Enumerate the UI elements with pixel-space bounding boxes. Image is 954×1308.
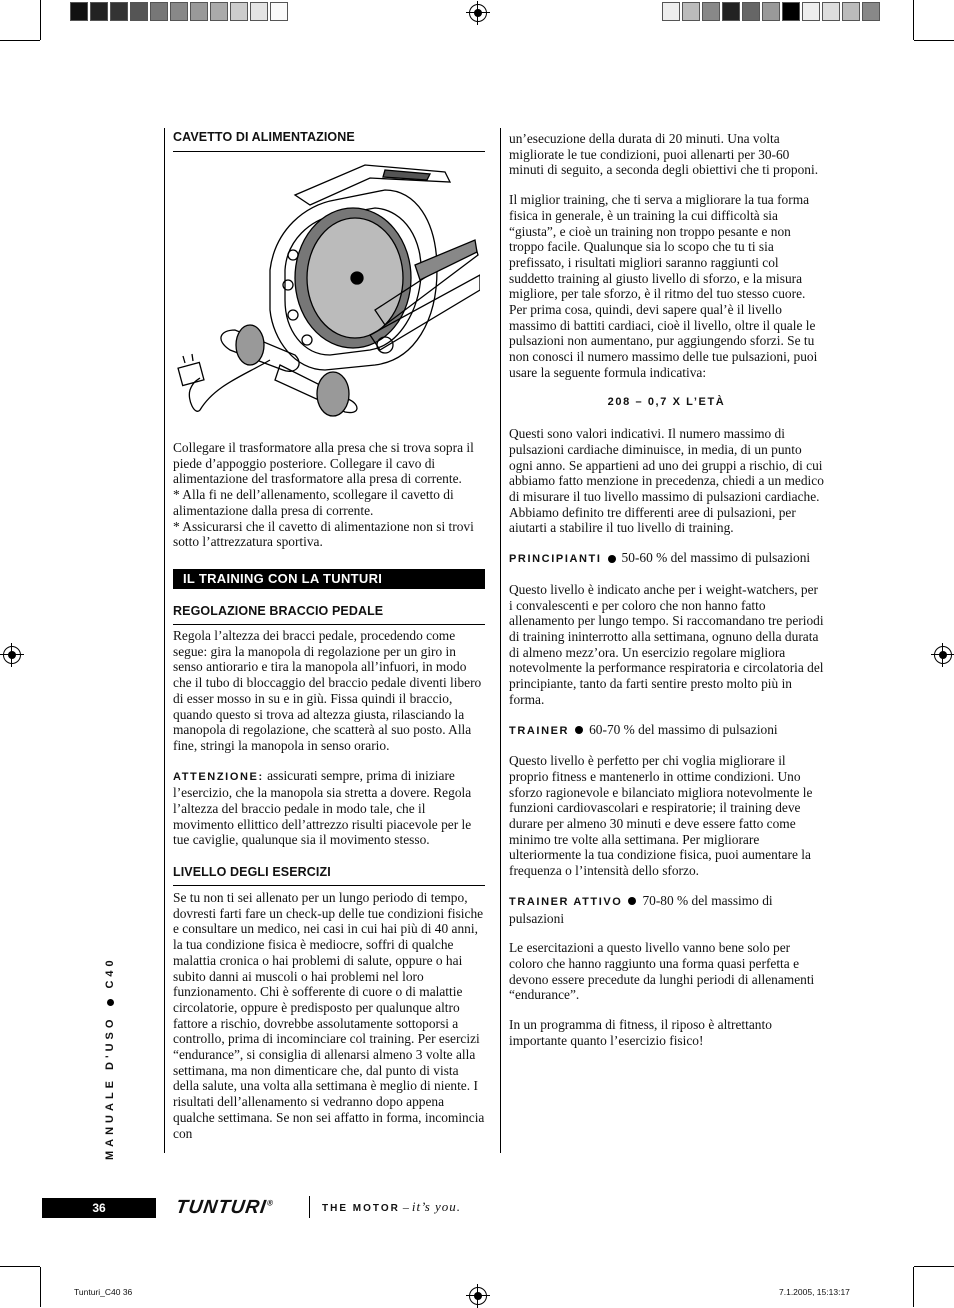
elliptical-trainer-illustration (175, 160, 480, 420)
paragraph: Il miglior training, che ti serva a migliorare la tua forma fisica in generale, è un training la cui difficoltà sia “giusta”, e cioè un training non troppo pesante e non troppo facile. Qualunque sia lo scopo che tu ti sia prefissato, i risultati migliori saranno raggiunti col suddetto training al giusto livello di sforzo, e la misura migliore, per tale sforzo, è il ritmo del tuo stesso cuore. Per prima cosa, quindi, devi sapere qual’è il livello massimo di battiti cardiaci, cioè il livello, oltre il quale le pulsazioni non aumentano, pur aggiungendo sforzi. Se tu non conosci il numero massimo delle tue pulsazioni, puoi usare la seguente formula indicativa: (509, 192, 818, 380)
heading-pedal: REGOLAZIONE BRACCIO PEDALE (173, 604, 384, 618)
cable-note: * Alla fi ne dell’allenamento, scollegare il cavetto di alimentazione dalla presa di corrente. (173, 487, 454, 518)
registration-mark-icon (3, 646, 21, 664)
page-number: 36 (42, 1198, 156, 1218)
side-label (104, 956, 116, 1160)
heading-underline (173, 885, 485, 886)
print-timestamp: 7.1.2005, 15:13:17 (779, 1287, 850, 1297)
zone-value: 70-80 % del massimo di pulsazioni (509, 892, 773, 926)
attention-text: assicurati sempre, prima di iniziare l’esercizio, che la manopola sia stretta a dovere. Regola l’altezza del braccio pedale in modo tale, che il movimento ellittico dell’attrezzo risulti piacevole per le tue caviglie, qualunque sia il movimento stesso. (173, 767, 472, 848)
registration-mark-icon (469, 4, 487, 22)
brand-logo (174, 1197, 274, 1219)
crop-mark (913, 0, 914, 40)
heading-level: LIVELLO DEGLI ESERCIZI (173, 865, 331, 879)
file-label: Tunturi_C40 36 (74, 1287, 133, 1297)
column-rule (500, 128, 501, 1153)
bullet-dot-icon (107, 999, 114, 1006)
model-label: C40 (104, 956, 116, 989)
crop-mark (914, 40, 954, 41)
bullet-dot-icon (575, 726, 583, 734)
registration-mark-icon (934, 646, 952, 664)
zone-label: PRINCIPIANTI (509, 553, 602, 566)
paragraph: un’esecuzione della durata di 20 minuti. Una volta migliorate le tue condizioni, puoi allenarti per 30-60 minuti di seguito, a seconda degli obiettivi che ti proponi. (509, 131, 819, 178)
zone-active (509, 893, 824, 926)
zone-beginner (509, 550, 824, 568)
heading-underline (173, 151, 485, 152)
attention-label: ATTENZIONE: (173, 770, 264, 783)
zone-value: 60-70 % del massimo di pulsazioni (589, 721, 778, 737)
crop-mark (913, 1267, 914, 1307)
footer-divider (309, 1196, 310, 1218)
right-column (509, 131, 824, 1048)
level-paragraph: Se tu non ti sei allenato per un lungo periodo di tempo, dovresti farti fare un check-up delle tue condizioni fisiche e consultare un medico, nei casi in cui hai più di 40 anni, la tua condizione fisica è mediocre, soffri di qualche malattia cronica o hai problemi di salute, oppure o hai subito danni ai muscoli o hai problemi nel loro funzionamento. Chi è sofferente di cuore o di malattie circolatorie, oppure è predisposto per qualunque altro fattore a rischio, dovrebbe assolutamente sottoporsi a controllo, prima di incominciare col training. Per esercizi “endurance”, si consiglia di allenarsi almeno 3 volte alla settimana, ma non dimenticare che, dal punto di vista della salute, una volta alla settimana è meglio di niente. I risultati dell’allenamento si vedranno dopo appena qualche settimana. Se non sei affatto in forma, incomincia con (173, 890, 485, 1141)
attention-paragraph (173, 768, 485, 849)
manual-label: MANUALE D'USO (104, 1015, 116, 1160)
cable-paragraph: Collegare il trasformatore alla presa che si trova sopra il piede d’appoggio posteriore. Collegare il cavo di alimentazione del trasformatore alla presa di corrente. (173, 440, 474, 487)
pedal-paragraph: Regola l’altezza dei bracci pedale, procedendo come segue: gira la manopola di regolazione per un giro in senso antiorario e tira la manopola all’infuori, in modo che il tubo di bloccaggio del braccio pedale diventi libero di esser mosso in su e in giù. Fissa quindi il braccio, quando questo si trova ad altezza giusta, rilasciando la manopola di regolazione, che scatterà al suo posto. Alla fine, stringi la manopola in senso orario. (173, 628, 482, 753)
bullet-dot-icon (628, 897, 636, 905)
level-section (173, 890, 485, 1141)
column-rule (164, 128, 165, 1153)
bullet-dot-icon (608, 555, 616, 563)
crop-mark (0, 40, 40, 41)
zone-label: TRAINER ATTIVO (509, 895, 623, 908)
crop-mark (40, 0, 41, 40)
registered-mark: ® (266, 1198, 275, 1208)
cable-note: * Assicurarsi che il cavetto di alimentazione non si trovi sotto l’attrezzatura sportiva. (173, 518, 474, 550)
grayscale-bar-left (70, 2, 290, 21)
heading-cable: CAVETTO DI ALIMENTAZIONE (173, 130, 355, 144)
pedal-section (173, 628, 485, 848)
heading-underline (173, 624, 485, 625)
paragraph: Questo livello è indicato anche per i weight-watchers, per i convalescenti e per coloro che non hanno fatto allenamento per lungo tempo. Si raccomandano tre periodi di training ininterrotto alla settimana, ognuno della durata di almeno mezz’ora. Un esercizio regolare migliora notevolmente la performance respiratoria e circolatoria del principiante, tanto da farti sentire presto molto più in forma. (509, 581, 824, 707)
crop-mark (0, 1266, 40, 1267)
paragraph: Le esercitazioni a questo livello vanno bene solo per coloro che hanno raggiunto una forma quasi perfetta e devono essere precedute da lunghi periodi di allenamenti “endurance”. (509, 940, 815, 1003)
brand-name: TUNTURI (174, 1197, 268, 1218)
paragraph: In un programma di fitness, il riposo è altrettanto importante quanto l’esercizio fisico! (509, 1017, 772, 1048)
zone-value: 50-60 % del massimo di pulsazioni (621, 550, 811, 566)
tagline-bold: THE MOTOR (322, 1203, 400, 1214)
formula: 208 – 0,7 X L’ETÀ (607, 395, 726, 408)
tagline-italic: it’s you. (411, 1199, 462, 1214)
section-title-bar: IL TRAINING CON LA TUNTURI (173, 569, 485, 589)
paragraph: Questi sono valori indicativi. Il numero massimo di pulsazioni cardiache diminuisce, in media, di un punto ogni anno. Se appartieni ad uno dei gruppi a rischio, di cui abbiamo fatto menzione in precedenza, chiedi a un medico di misurare il tuo livello massimo di pulsazioni cardiache. Abbiamo definito tre differenti aree di pulsazioni, per aiutarti a stabilire il tuo livello di training. (509, 426, 824, 536)
tagline (322, 1199, 461, 1215)
zone-trainer (509, 722, 824, 740)
cable-instructions (173, 440, 485, 550)
registration-mark-icon (469, 1287, 487, 1305)
crop-mark (40, 1267, 41, 1307)
paragraph: Questo livello è perfetto per chi voglia migliorare il proprio fitness e mantenerlo in ottime condizioni. Uno sforzo ragionevole e bilanciato migliora notevolmente le funzioni cardiovascolari e respiratorie; il training deve durare per almeno 30 minuti e deve essere fatto come minimo tre volte alla settimana. Per migliorare ulteriormente la tua condizione fisica, puoi aumentare la frequenza o l’intensità dello sforzo. (509, 753, 813, 879)
zone-label: TRAINER (509, 724, 570, 737)
tagline-dash: – (399, 1200, 412, 1214)
crop-mark (914, 1266, 954, 1267)
grayscale-bar-right (662, 2, 882, 21)
